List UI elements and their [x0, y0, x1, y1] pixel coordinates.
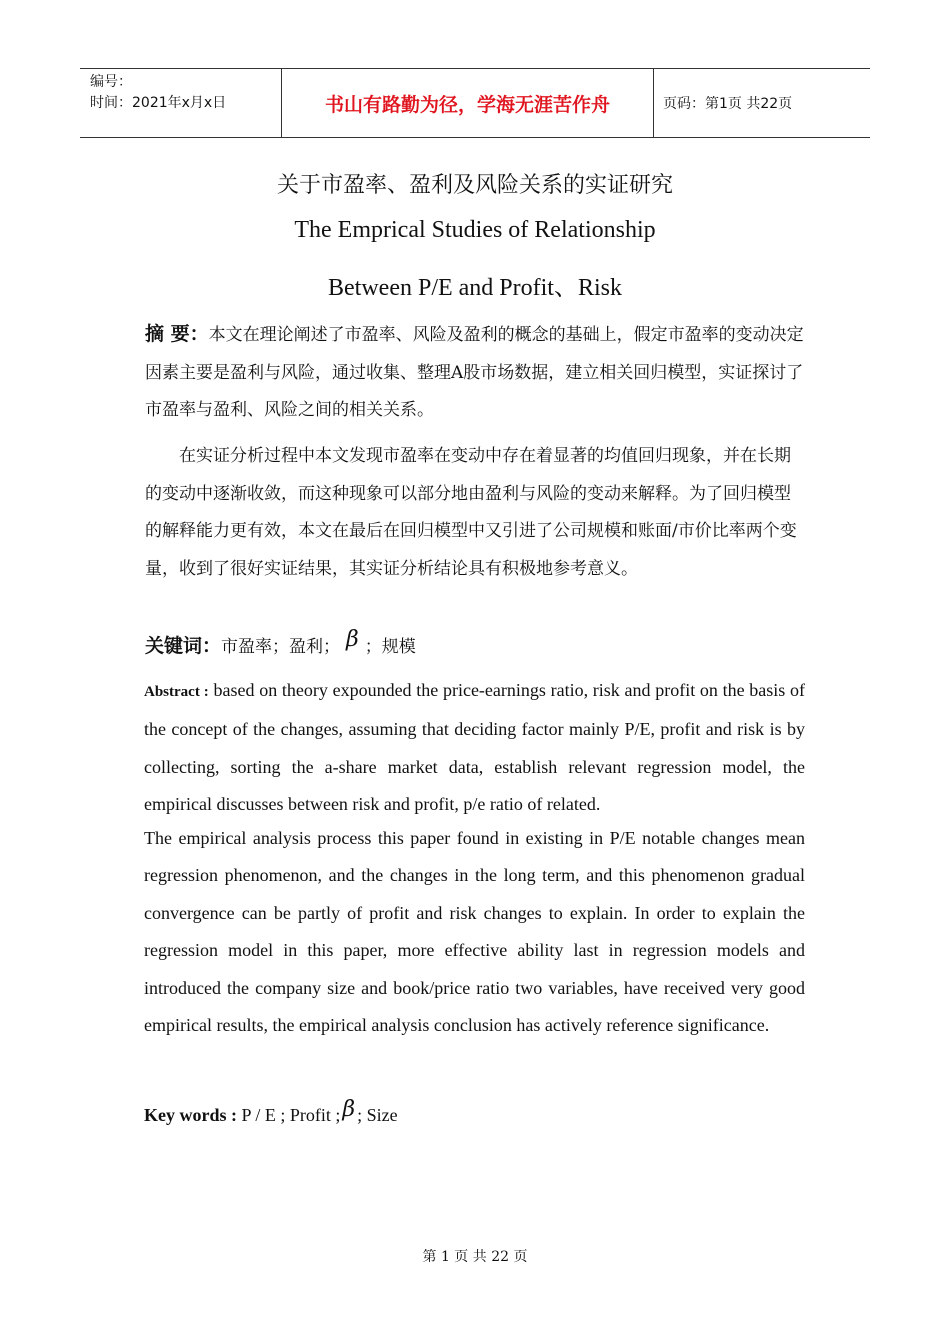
abstract-cn-text-2: 在实证分析过程中本文发现市盈率在变动中存在着显著的均值回归现象，并在长期的变动中逐渐收敛，而这种现象可以部分地由盈利与风险的变动来解释。为了回归模型的解释能力更有效，本文在最后在回归模型中又引进了公司规模和账面/市价比率两个变量，收到了很好实证结果，其实证分析结论具有积极地参考意义。	[145, 446, 797, 579]
keywords-cn-label: 关键词：	[145, 635, 222, 657]
keywords-en-part2: ; Size	[357, 1105, 398, 1125]
page-header	[80, 68, 870, 138]
header-meta	[80, 69, 281, 137]
abstract-cn-text-1: 本文在理论阐述了市盈率、风险及盈利的概念的基础上，假定市盈率的变动决定因素主要是盈利与风险，通过收集、整理A股市场数据，建立相关回归模型，实证探讨了市盈率与盈利、风险之间的相关关系。	[145, 325, 804, 420]
keywords-en-part1: P / E ; Profit ;	[241, 1105, 341, 1125]
abstract-cn-paragraph-1	[145, 316, 805, 430]
beta-symbol-en: β	[342, 1097, 356, 1122]
header-page-info: 页码：第1页 共22页	[663, 96, 793, 112]
page-footer: 第 1 页 共 22 页	[422, 1249, 528, 1265]
title-chinese: 关于市盈率、盈利及风险关系的实证研究	[276, 173, 673, 198]
title-english-line2: Between P/E and Profit、Risk	[328, 275, 622, 301]
document-date: 时间：2021年x月x日	[90, 95, 227, 111]
beta-symbol: β	[346, 627, 359, 652]
abstract-en-paragraph-1	[144, 672, 805, 824]
abstract-cn-label: 摘 要：	[145, 323, 209, 345]
abstract-en-paragraph-2	[144, 820, 805, 1044]
keywords-en	[144, 1097, 398, 1126]
abstract-cn-paragraph-2	[145, 438, 805, 588]
title-english-line1: The Emprical Studies of Relationship	[294, 217, 656, 243]
document-number-label: 编号：	[90, 74, 132, 90]
keywords-en-label: Key words :	[144, 1105, 237, 1125]
abstract-en-text-2: The empirical analysis process this paper found in existing in P/E notable changes mean regression phenomenon, and the changes in the long term, and this phenomenon gradual convergence can be partly of profit and risk changes to explain. In order to explain the regression model in this paper, more effective ability last in regression models and introduced the company size and book/price ratio two variables, have received very good empirical results, the empirical analysis conclusion has actively reference significance.	[144, 828, 805, 1036]
keywords-cn	[145, 627, 416, 658]
abstract-en-text-1: based on theory expounded the price-earnings ratio, risk and profit on the basis of the concept of the changes, assuming that deciding factor mainly P/E, profit and risk is by collecting, sorting the a-share market data, establish relevant regression model, the empirical discusses between risk and profit, p/e ratio of related.	[144, 680, 805, 815]
abstract-en-label: Abstract :	[144, 684, 209, 700]
keywords-cn-part2: ；规模	[364, 637, 416, 657]
keywords-cn-part1: 市盈率；盈利；	[221, 637, 341, 657]
header-motto: 书山有路勤为径，学海无涯苦作舟	[281, 69, 654, 137]
